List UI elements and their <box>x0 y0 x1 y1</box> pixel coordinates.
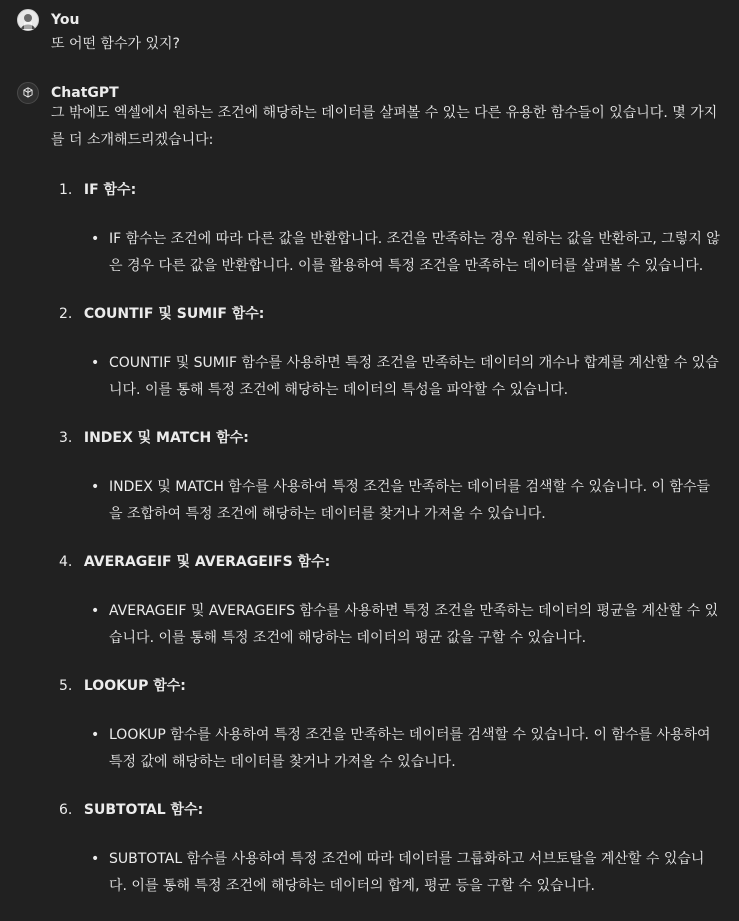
list-item <box>51 177 721 280</box>
bullet-dot-icon: • <box>91 355 100 371</box>
list-item <box>51 549 721 652</box>
list-item <box>51 673 721 776</box>
assistant-message <box>17 82 721 894</box>
list-item-title: 6. SUBTOTAL 함수: <box>59 802 204 818</box>
bullet-dot-icon: • <box>91 231 100 247</box>
list-item-title: 5. LOOKUP 함수: <box>59 678 186 694</box>
list-item-title: 2. COUNTIF 및 SUMIF 함수: <box>59 306 265 322</box>
user-author-name: You <box>51 12 80 28</box>
list-item-bullet: • IF 함수는 조건에 따라 다른 값을 반환합니다. 조건을 만족하는 경우 원하는 값을 반환하고, 그렇지 않은 경우 다른 값을 반환합니다. 이를 활용하여 특정 조건을 만족하는 데이터를 살펴볼 수 있습니다. <box>51 226 721 280</box>
list-item <box>51 425 721 528</box>
list-item-bullet: • LOOKUP 함수를 사용하여 특정 조건을 만족하는 데이터를 검색할 수 있습니다. 이 함수를 사용하여 특정 값에 해당하는 데이터를 찾거나 가져올 수 있습니다. <box>51 722 721 776</box>
bullet-dot-icon: • <box>91 603 100 619</box>
list-item-bullet: • COUNTIF 및 SUMIF 함수를 사용하면 특정 조건을 만족하는 데이터의 개수나 합계를 계산할 수 있습니다. 이를 통해 특정 조건에 해당하는 데이터의 특성을 파악할 수 있습니다. <box>51 350 721 404</box>
list-item-bullet: • INDEX 및 MATCH 함수를 사용하여 특정 조건을 만족하는 데이터를 검색할 수 있습니다. 이 함수들을 조합하여 특정 조건에 해당하는 데이터를 찾거나 가져올 수 있습니다. <box>51 474 721 528</box>
user-avatar-icon <box>17 9 39 31</box>
bullet-dot-icon: • <box>91 479 100 495</box>
list-item-title: 1. IF 함수: <box>59 182 137 198</box>
assistant-author-name: ChatGPT <box>51 85 119 101</box>
assistant-intro: 그 밖에도 엑셀에서 원하는 조건에 해당하는 데이터를 살펴볼 수 있는 다른 유용한 함수들이 있습니다. 몇 가지를 더 소개해드리겠습니다: <box>51 105 718 148</box>
list-item <box>51 301 721 404</box>
list-item <box>51 797 721 900</box>
bullet-dot-icon: • <box>91 851 100 867</box>
bullet-dot-icon: • <box>91 727 100 743</box>
user-message <box>17 9 721 59</box>
openai-logo-icon <box>17 82 39 104</box>
assistant-message-body <box>51 100 721 921</box>
list-item-bullet: • SUBTOTAL 함수를 사용하여 특정 조건에 따라 데이터를 그룹화하고 서브토탈을 계산할 수 있습니다. 이를 통해 특정 조건에 해당하는 데이터의 합계, 평균 등을 구할 수 있습니다. <box>51 846 721 900</box>
list-item-title: 4. AVERAGEIF 및 AVERAGEIFS 함수: <box>59 554 331 570</box>
list-item-bullet: • AVERAGEIF 및 AVERAGEIFS 함수를 사용하면 특정 조건을 만족하는 데이터의 평균을 계산할 수 있습니다. 이를 통해 특정 조건에 해당하는 데이터의 평균 값을 구할 수 있습니다. <box>51 598 721 652</box>
user-message-text: 또 어떤 함수가 있지? <box>51 36 180 52</box>
list-item-title: 3. INDEX 및 MATCH 함수: <box>59 430 249 446</box>
